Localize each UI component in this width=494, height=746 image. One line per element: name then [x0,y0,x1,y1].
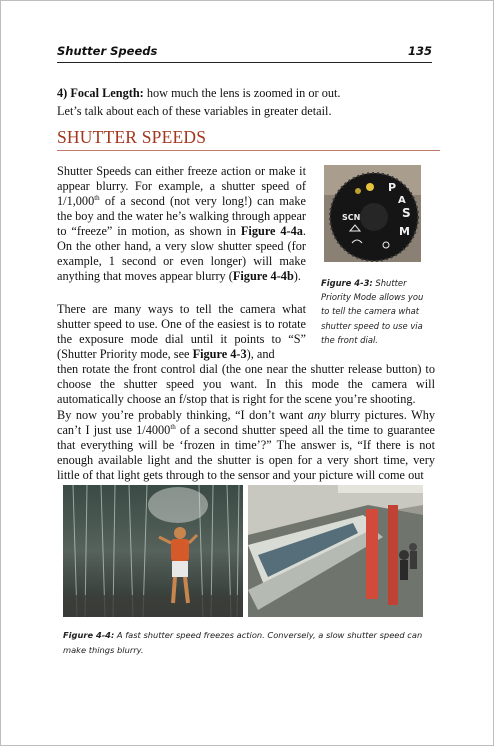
paragraph-shutter-intro [57,164,306,284]
dial-label-a: A [398,195,406,206]
para2-text-2: ), and [246,347,275,361]
header-title: Shutter Speeds [57,44,158,58]
focal-length-text: how much the lens is zoomed in or out. [143,86,341,100]
para1-text-3: . On the other hand, a very slow shutter speed (for example, 1 second or even longer) will make anything that moves appear blurry ( [57,224,306,283]
page-number: 135 [407,44,432,58]
para3-superscript: th [170,422,176,431]
running-header [57,44,432,60]
dial-label-m: M [399,225,410,238]
header-rule [57,62,432,63]
para1-text-1: Shutter Speeds can either freeze action or make it appear blurry. For example, a shutter speed of 1/1,000 [57,164,306,208]
para1-superscript: th [94,193,100,202]
paragraph-mode-dial-continued: then rotate the front control dial (the one near the shutter release button) to choose the shutter speed you want. In this mode the camera will automatically choose an f/stop that is right for the scene you’re shooting. [57,362,435,406]
para3-emphasis: any [307,408,326,422]
para3-text-3: of a second shutter speed all the time to guarantee that everything will be ‘frozen in time’?” The answer is, “If there is not enough available light and the shutter is open for a very short time, very little of that light gets through to the sensor and your picture will come out [57,423,435,482]
boy-fountain-photo [63,485,243,617]
figure-4-4-text: A fast shutter speed freezes action. Conversely, a slow shutter speed can make things blurry. [63,630,423,655]
paragraph-blurry-question [57,408,435,483]
figure-ref-4-4a: Figure 4-4a [240,224,303,238]
figure-4-3-label: Figure 4-3: [321,278,373,288]
dial-label-scn: SCN [342,213,361,222]
mode-dial-photo [324,165,421,262]
paragraph-mode-dial [57,302,306,362]
figure-4-3-text: Shutter Priority Mode allows you to tell the camera what shutter speed to use via the front dial. [321,278,424,345]
para3-text-1: By now you’re probably thinking, “I don’t want [57,408,308,422]
figure-ref-4-4b: Figure 4-4b [232,269,294,283]
para1-text-4: ). [293,269,301,283]
section-heading: SHUTTER SPEEDS [57,127,440,151]
para1-text-2: of a second (not very long!) can make the boy and the water he’s walking through appear to “freeze” in motion, as shown in [57,194,306,238]
para3-text-2: blurry pictures. Why can’t I just use 1/4000 [57,408,435,437]
para2-text-1: There are many ways to tell the camera what shutter speed to use. One of the easiest is to rotate the exposure mode dial until it points to “S” (Shutter Priority mode, see [57,302,306,361]
focal-length-label: 4) Focal Length: [57,86,144,100]
intro-line: Let’s talk about each of these variables in greater detail. [57,104,332,118]
figure-4-4-label: Figure 4-4: [63,630,115,640]
figure-4-3-caption [321,276,431,347]
dial-label-p: P [388,181,397,194]
figure-ref-4-3: Figure 4-3 [192,347,247,361]
focal-length-item [57,86,447,101]
subway-train-photo [248,485,423,617]
dial-label-s: S [402,206,411,220]
figure-4-4-caption [63,628,433,657]
